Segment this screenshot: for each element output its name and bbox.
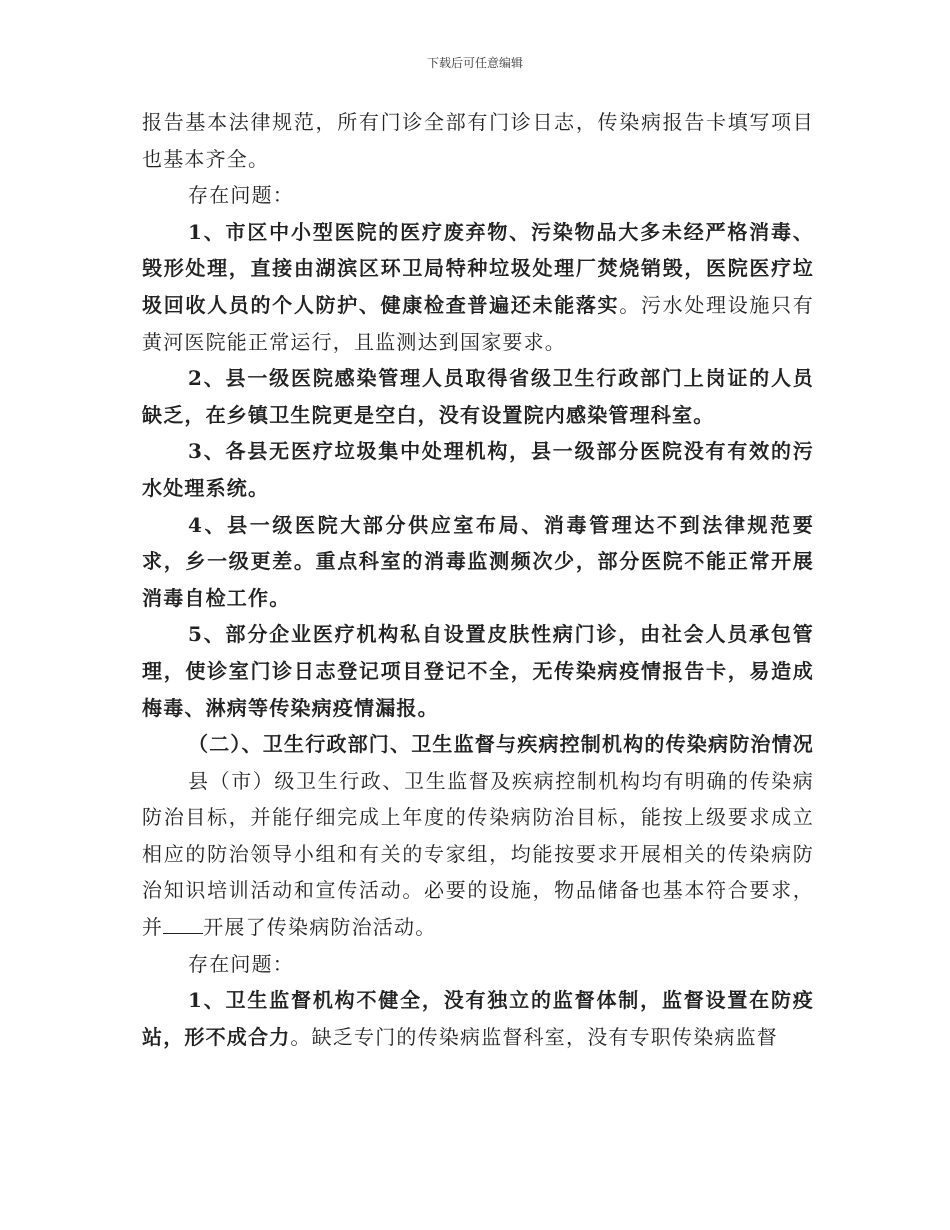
paragraph-intro: 报告基本法律规范，所有门诊全部有门诊日志，传染病报告卡填写项目也基本齐全。: [142, 110, 814, 171]
problem-item-2: 2、县一级医院感染管理人员取得省级卫生行政部门上岗证的人员缺乏，在乡镇卫生院更是空白，没有设置院内感染管理科室。: [142, 366, 814, 427]
paragraph-section2-part1: 县（市）级卫生行政、卫生监督及疾病控制机构均有明确的传染病防治目标，并能仔细完成上年度的传染病防治目标，能按上级要求成立相应的防治领导小组和有关的专家组，均能按要求开展相关的传染病防治知识培训活动和宣传活动。必要的设施，物品储备也基本符合要求，并: [142, 768, 814, 940]
section-heading: （二）、卫生行政部门、卫生监督与疾病控制机构的传染病防治情况: [188, 732, 814, 757]
problem-item-3: 3、各县无医疗垃圾集中处理机构，县一级部分医院没有有效的污水处理系统。: [142, 439, 814, 500]
existing-problems-label-2: 存在问题：: [188, 951, 294, 976]
problem-item-1-bold: 1、市区中小型医院的医疗废弃物、污染物品大多未经严格消毒、毁形处理，直接由湖滨区环卫局特种垃圾处理厂焚烧销毁，医院医疗垃圾回收人员的个人防护、健康检查普遍还未能落实: [142, 219, 814, 317]
problem-item-4: 4、县一级医院大部分供应室布局、消毒管理达不到法律规范要求，乡一级更差。重点科室的消毒监测频次少，部分医院不能正常开展消毒自检工作。: [142, 512, 814, 610]
blank-line: [163, 915, 203, 934]
document-body: [142, 104, 814, 1055]
existing-problems-label: 存在问题：: [188, 183, 294, 208]
paragraph-section2-part2: 开展了传染病防治活动。: [203, 915, 437, 940]
problem-item-5: 5、部分企业医疗机构私自设置皮肤性病门诊，由社会人员承包管理，使诊室门诊日志登记项目登记不全，无传染病疫情报告卡，易造成梅毒、淋病等传染病疫情漏报。: [142, 622, 814, 720]
problem-item-1-rest: 。污水处理设施只有黄河医院能正常运行，且监测达到国家要求。: [142, 292, 814, 354]
problem-item-6-bold: 1、卫生监督机构不健全，没有独立的监督体制，监督设置在防疫站，形不成合力: [142, 988, 814, 1049]
problem-item-6: [142, 982, 814, 1055]
problem-item-1: [142, 214, 814, 360]
paragraph-section2: [142, 763, 814, 946]
page-header: 下载后可任意编辑: [426, 56, 523, 70]
problem-item-6-rest: 。缺乏专门的传染病监督科室，没有专职传染病监督: [290, 1024, 779, 1049]
